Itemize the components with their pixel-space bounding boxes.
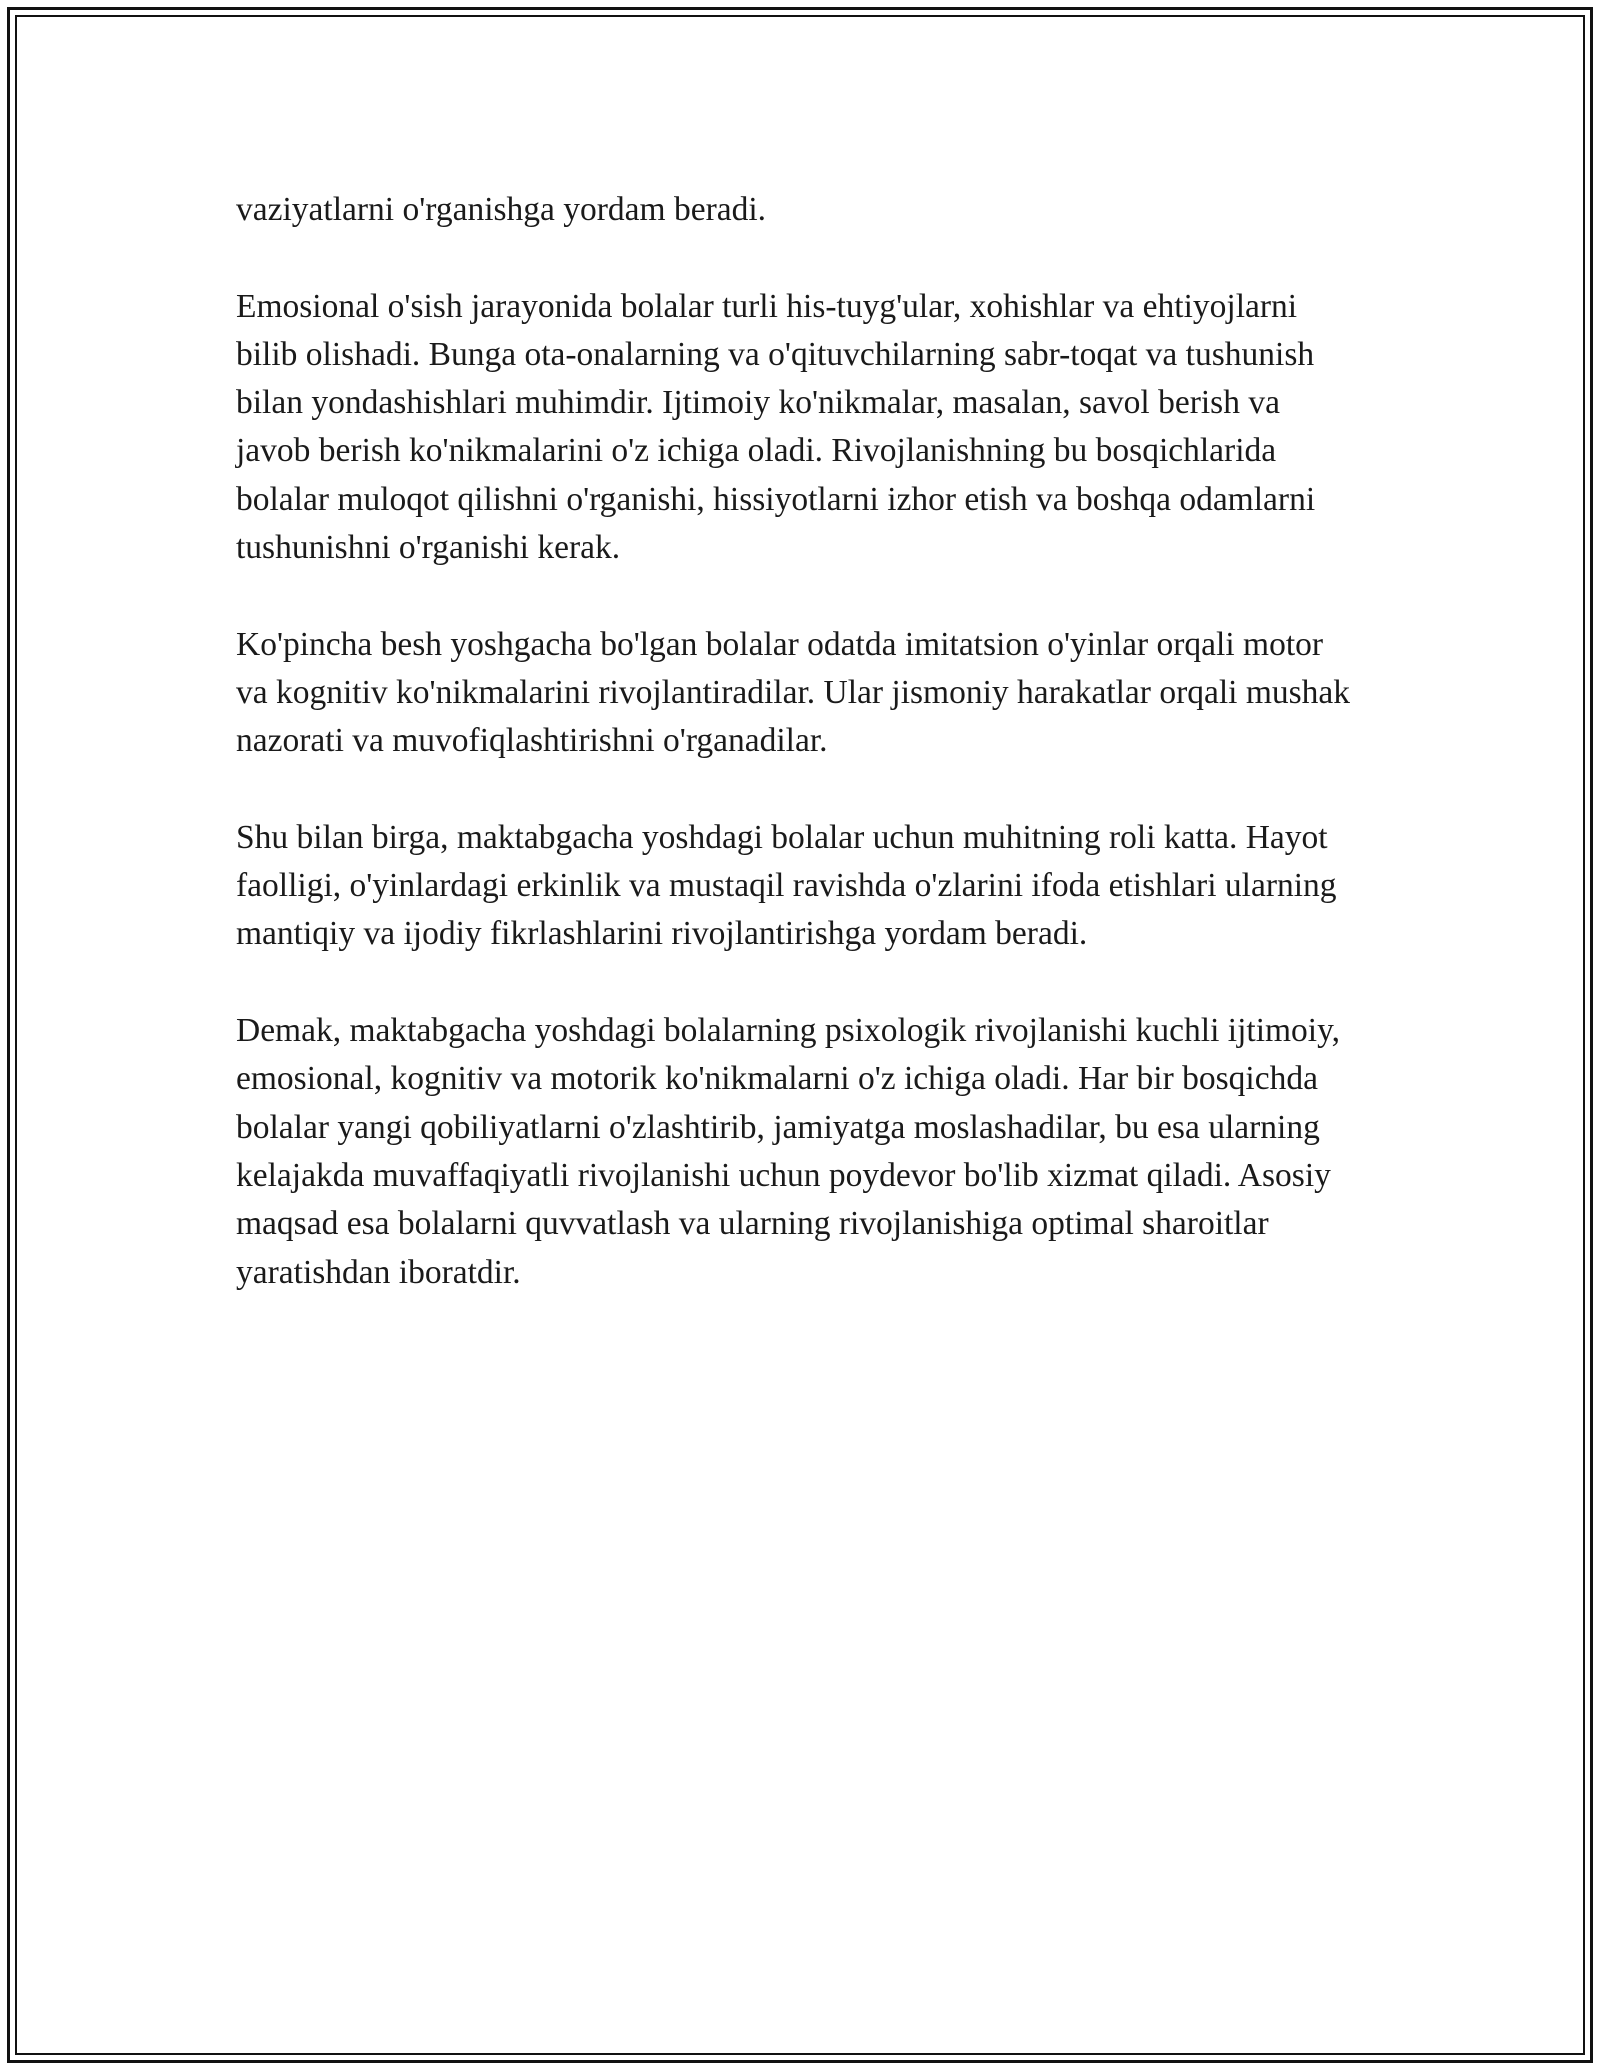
document-body xyxy=(236,186,1356,1345)
paragraph-5: Demak, maktabgacha yoshdagi bolalarning psixologik rivojlanishi kuchli ijtimoiy, emosional, kognitiv va motorik ko'nikmalarni o'z ichiga oladi. Har bir bosqichda bolalar yangi qobiliyatlarni o'zlashtirib, jamiyatga moslashadilar, bu esa ularning kelajakda muvaffaqiyatli rivojlanishi uchun poydevor bo'lib xizmat qiladi. Asosiy maqsad esa bolalarni quvvatlash va ularning rivojlanishiga optimal sharoitlar yaratishdan iboratdir. xyxy=(236,1012,1341,1291)
paragraph-1: vaziyatlarni o'rganishga yordam beradi. xyxy=(236,191,767,228)
paragraph-3: Ko'pincha besh yoshgacha bo'lgan bolalar odatda imitatsion o'yinlar orqali motor va kognitiv ko'nikmalarini rivojlantiradilar. Ular jismoniy harakatlar orqali mushak nazorati va muvofiqlashtirishni o'rganadilar. xyxy=(236,625,1351,760)
paragraph-2: Emosional o'sish jarayonida bolalar turli his-tuyg'ular, xohishlar va ehtiyojlarni bilib olishadi. Bunga ota-onalarning va o'qituvchilarning sabr-toqat va tushunish bilan yondashishlari muhimdir. Ijtimoiy ko'nikmalar, masalan, savol berish va javob berish ko'nikmalarini o'z ichiga oladi. Rivojlanishning bu bosqichlarida bolalar muloqot qilishni o'rganishi, hissiyotlarni izhor etish va boshqa odamlarni tushunishni o'rganishi kerak. xyxy=(236,287,1316,567)
paragraph-4: Shu bilan birga, maktabgacha yoshdagi bolalar uchun muhitning roli katta. Hayot faolligi, o'yinlardagi erkinlik va mustaqil ravishda o'zlarini ifoda etishlari ularning mantiqiy va ijodiy fikrlashlarini rivojlantirishga yordam beradi. xyxy=(236,818,1337,953)
